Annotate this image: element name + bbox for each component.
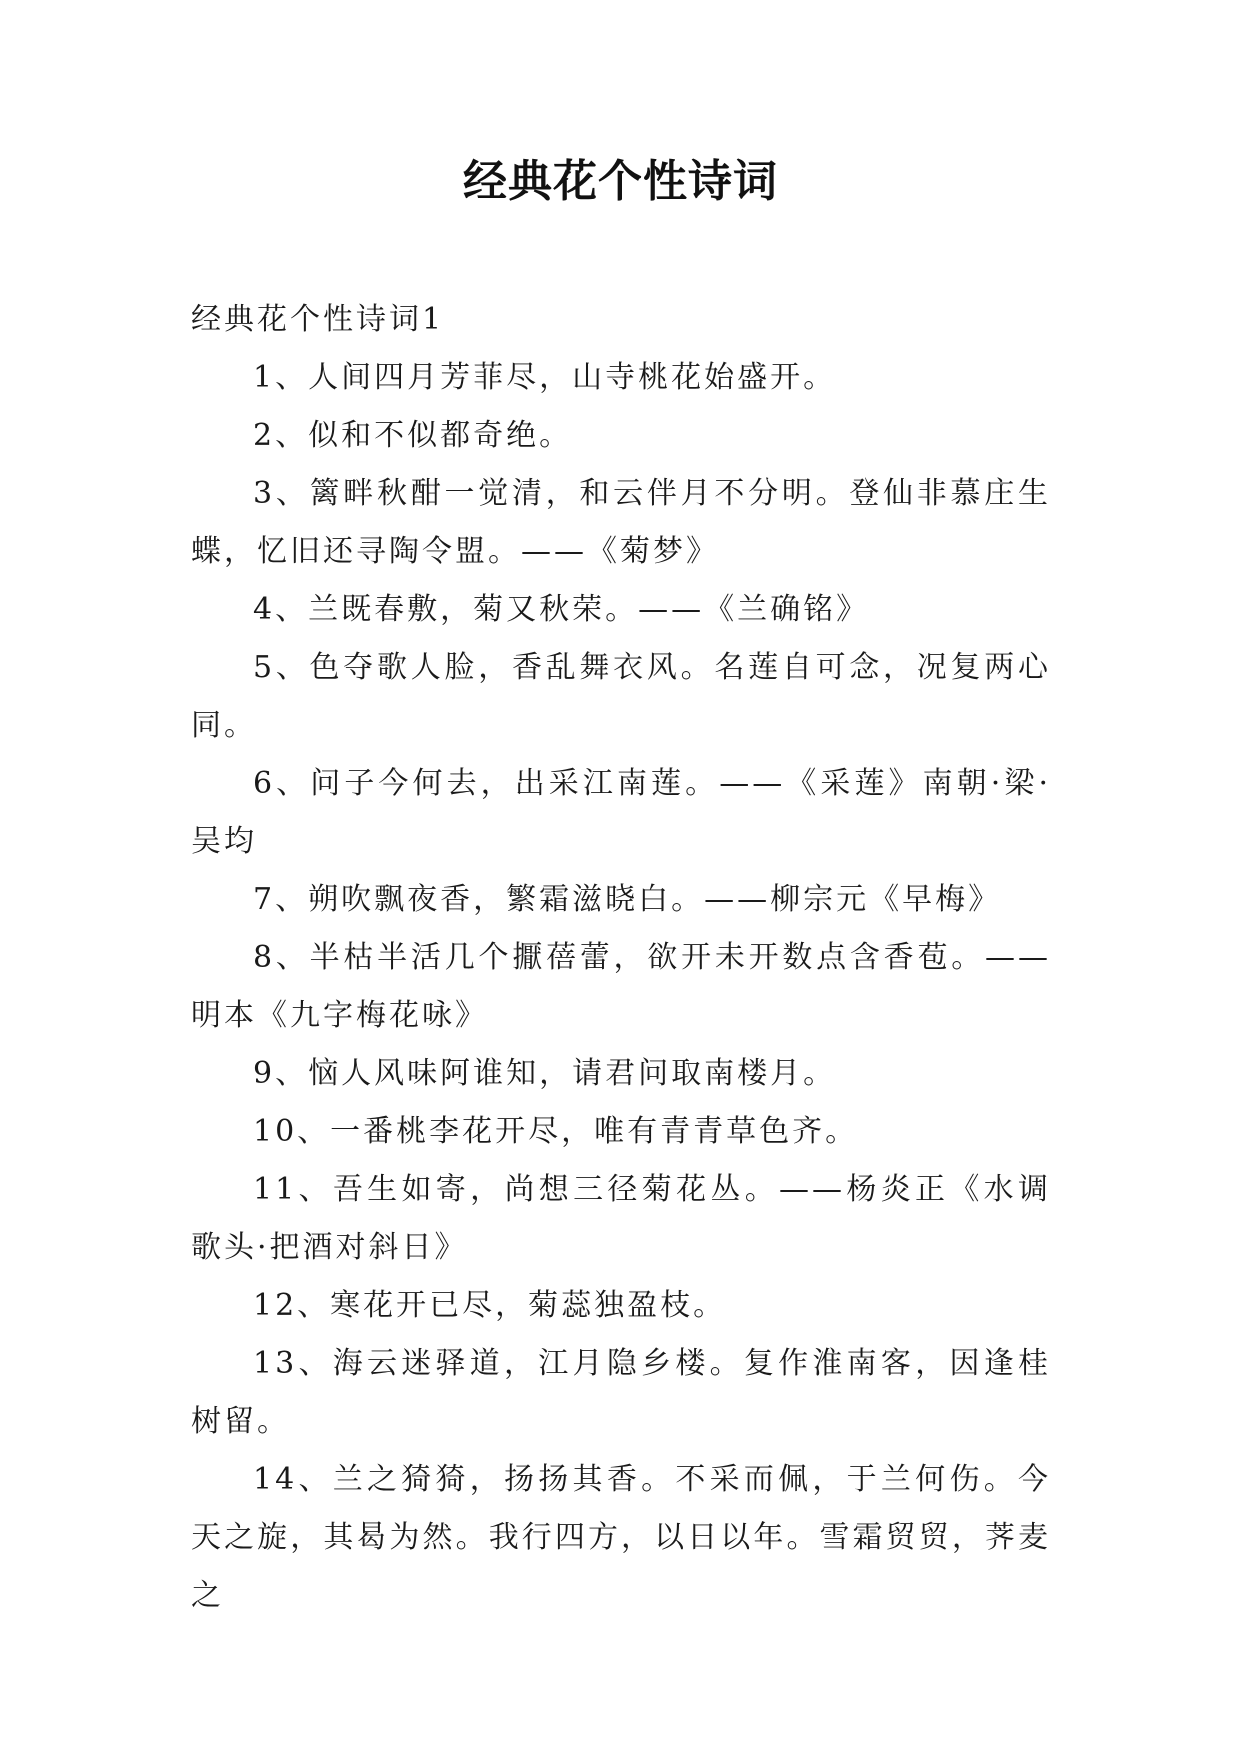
poem-line: 1、人间四月芳菲尽，山寺桃花始盛开。 <box>253 360 837 395</box>
poem-line: 13、海云迷驿道，江月隐乡楼。复作淮南客，因逢桂树留。 <box>191 1346 1051 1439</box>
poem-line: 2、似和不似都奇绝。 <box>253 418 573 453</box>
poem-line: 12、寒花开已尽，菊蕊独盈枝。 <box>253 1288 727 1323</box>
poem-line: 3、篱畔秋酣一觉清，和云伴月不分明。登仙非慕庄生蝶，忆旧还寻陶令盟。——《菊梦》 <box>191 476 1051 569</box>
poem-line: 14、兰之猗猗，扬扬其香。不采而佩，于兰何伤。今天之旋，其曷为然。我行四方，以日以年。雪霜贸贸，荠麦之 <box>191 1462 1051 1613</box>
poem-line: 6、问子今何去，出采江南莲。——《采莲》南朝·梁·吴均 <box>191 766 1051 859</box>
poem-line: 11、吾生如寄，尚想三径菊花丛。——杨炎正《水调歌头·把酒对斜日》 <box>191 1172 1051 1265</box>
section-title: 经典花个性诗词1 <box>191 302 445 337</box>
poem-line: 10、一番桃李花开尽，唯有青青草色齐。 <box>253 1114 859 1149</box>
poem-line: 7、朔吹飘夜香，繁霜滋晓白。——柳宗元《早梅》 <box>253 882 1002 917</box>
document-body <box>191 291 1051 1625</box>
poem-line: 9、恼人风味阿谁知，请君问取南楼月。 <box>253 1056 837 1091</box>
poem-line: 8、半枯半活几个擫蓓蕾，欲开未开数点含香苞。——明本《九字梅花咏》 <box>191 940 1051 1033</box>
poem-line: 5、色夺歌人脸，香乱舞衣风。名莲自可念，况复两心同。 <box>191 650 1051 743</box>
poem-line: 4、兰既春敷，菊又秋荣。——《兰确铭》 <box>253 592 870 627</box>
document-title: 经典花个性诗词 <box>463 156 778 207</box>
